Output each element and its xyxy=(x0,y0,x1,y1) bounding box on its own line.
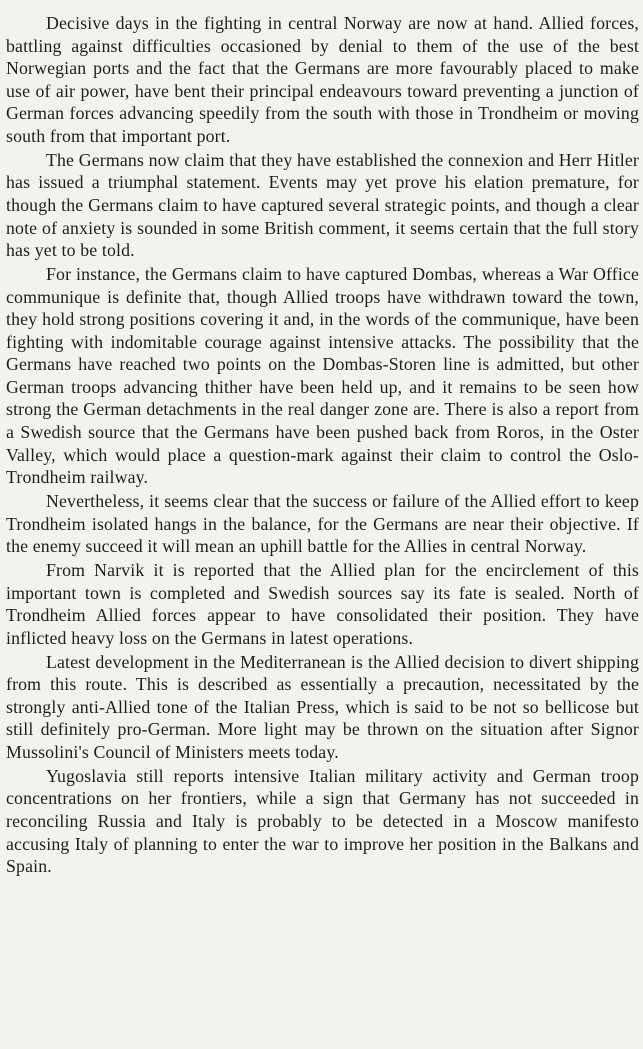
paragraph-connexion-claim: The Germans now claim that they have established the connexion and Herr Hitler has issued a triumphal statement. Events may yet prove his elation premature, for though the Germans claim to have captured several strategic points, and though a clear note of anxiety is sounded in some British comment, it seems certain that the full story has yet to be told. xyxy=(6,149,639,261)
paragraph-narvik: From Narvik it is reported that the Allied plan for the encirclement of this important town is completed and Swedish sources say its fate is sealed. North of Trondheim Allied forces appear to have consolidated their position. They have inflicted heavy loss on the Germans in latest operations. xyxy=(6,560,639,648)
paragraph-yugoslavia: Yugoslavia still reports intensive Italian military activity and German troop concentrations on her frontiers, while a sign that Germany has not succeeded in reconciling Russia and Italy is probably to be detected in a Moscow manifesto accusing Italy of planning to enter the war to improve her position in the Balkans and Spain. xyxy=(6,765,639,877)
paragraph-decisive-days: Decisive days in the fighting in central Norway are now at hand. Allied forces, battling against difficulties occasioned by denial to them of the use of the best Norwegian ports and the fact that the Germans are more favourably placed to make use of air power, have bent their principal endeavours toward preventing a junction of German forces advancing speedily from the south with those in Trondheim or moving south from that important port. xyxy=(6,13,639,146)
paragraph-dombas: For instance, the Germans claim to have captured Dombas, whereas a War Office communique is definite that, though Allied troops have withdrawn toward the town, they hold strong positions covering it and, in the words of the communique, have been fighting with indomitable courage against intensive attacks. The possibility that the Germans have reached two points on the Dombas-Storen line is admitted, but other German troops advancing thither have been held up, and it remains to be seen how strong the German detachments in the real danger zone are. There is also a report from a Swedish source that the Germans have been pushed back from Roros, in the Oster Valley, which would place a question-mark against their claim to control the Oslo-Trondheim railway. xyxy=(6,263,639,488)
paragraph-trondheim-balance: Nevertheless, it seems clear that the success or failure of the Allied effort to keep Trondheim isolated hangs in the balance, for the Germans are near their objective. If the enemy succeed it will mean an uphill battle for the Allies in central Norway. xyxy=(6,491,639,557)
paragraph-mediterranean: Latest development in the Mediterranean is the Allied decision to divert shipping from this route. This is described as essentially a precaution, necessitated by the strongly anti-Allied tone of the Italian Press, which is said to be not so bellicose but still definitely pro-German. More light may be thrown on the situation after Signor Mussolini's Council of Ministers meets today. xyxy=(6,651,639,762)
